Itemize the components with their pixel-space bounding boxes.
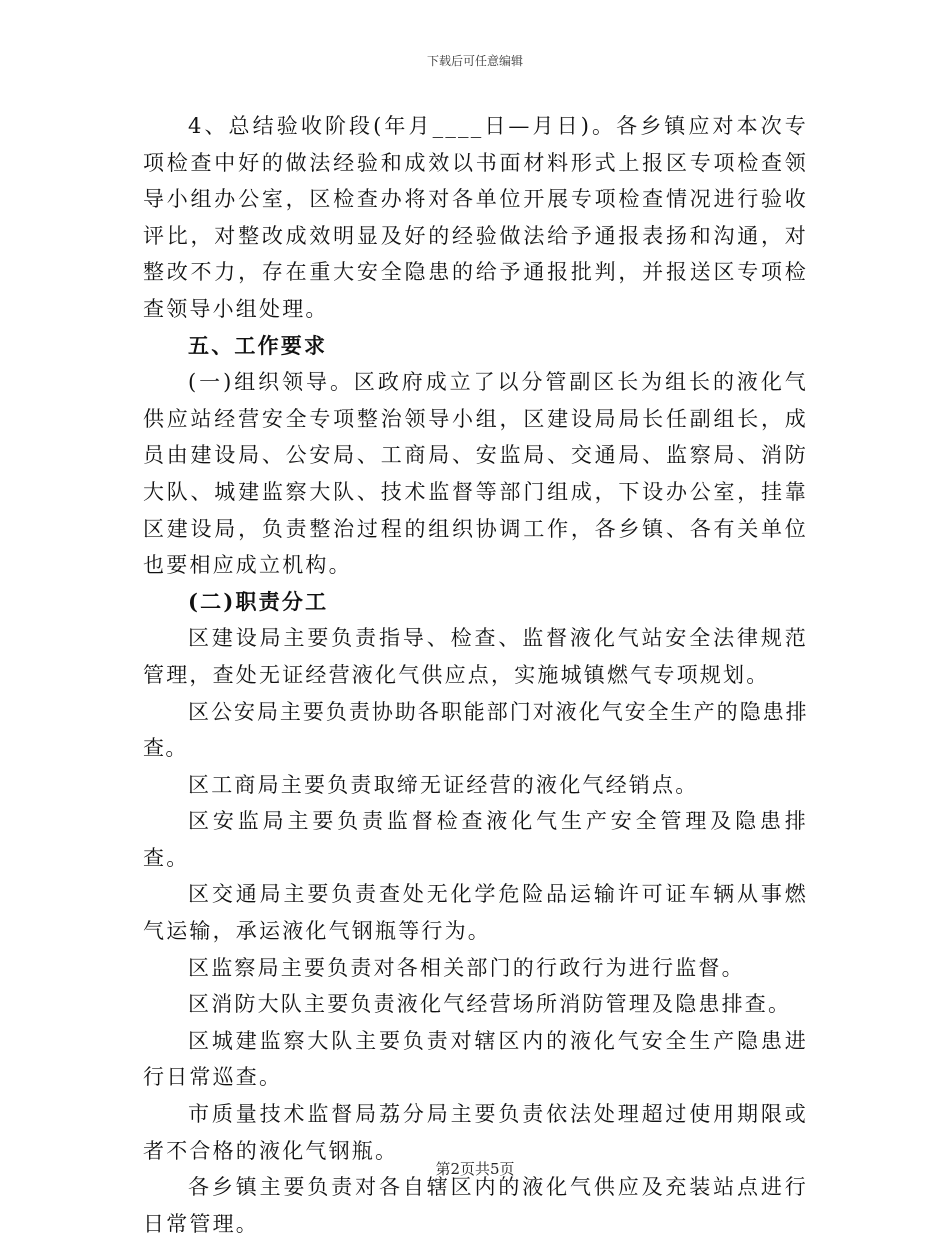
paragraph-industry-commerce-bureau: 区工商局主要负责取缔无证经营的液化气经销点。	[188, 772, 699, 797]
paragraph-organization-leadership: (一)组织领导。区政府成立了以分管副区长为组长的液化气供应站经营安全专项整治领导小组，区建设局局长任副组长，成员由建设局、公安局、工商局、安监局、交通局、监察局、消防大队、城建监察大队、技术监督等部门组成，下设办公室，挂靠区建设局，负责整治过程的组织协调工作，各乡镇、各有关单位也要相应成立机构。	[143, 370, 808, 578]
document-body	[143, 108, 808, 1242]
subheading-duty-division: (二)职责分工	[188, 588, 329, 614]
page-header: 下载后可任意编辑	[426, 54, 523, 68]
paragraph-public-security-bureau: 区公安局主要负责协助各职能部门对液化气安全生产的隐患排查。	[143, 699, 808, 761]
section-heading-work-requirements: 五、工作要求	[188, 332, 328, 358]
paragraph-transport-bureau: 区交通局主要负责查处无化学危险品运输许可证车辆从事燃气运输，承运液化气钢瓶等行为。	[143, 882, 808, 944]
page-footer-page-number: 第2页共5页	[435, 1160, 515, 1178]
paragraph-supervision-bureau: 区监察局主要负责对各相关部门的行政行为进行监督。	[188, 955, 745, 980]
paragraph-urban-inspection-brigade: 区城建监察大队主要负责对辖区内的液化气安全生产隐患进行日常巡查。	[143, 1028, 808, 1090]
paragraph-construction-bureau: 区建设局主要负责指导、检查、监督液化气站安全法律规范管理，查处无证经营液化气供应点，实施城镇燃气专项规划。	[143, 626, 808, 687]
paragraph-summary-phase: 4、总结验收阶段(年月____日—月日)。各乡镇应对本次专项检查中好的做法经验和成效以书面材料形式上报区专项检查领导小组办公室，区检查办将对各单位开展专项检查情况进行验收评比，对整改成效明显及好的经验做法给予通报表扬和沟通，对整改不力，存在重大安全隐患的给予通报批判，并报送区专项检查领导小组处理。	[143, 114, 808, 321]
paragraph-quality-supervision-bureau: 市质量技术监督局荔分局主要负责依法处理超过使用期限或者不合格的液化气钢瓶。	[143, 1102, 808, 1163]
paragraph-townships: 各乡镇主要负责对各自辖区内的液化气供应及充装站点进行日常管理。	[143, 1175, 808, 1236]
paragraph-safety-supervision-bureau: 区安监局主要负责监督检查液化气生产安全管理及隐患排查。	[143, 809, 808, 870]
paragraph-fire-brigade: 区消防大队主要负责液化气经营场所消防管理及隐患排查。	[188, 992, 792, 1017]
